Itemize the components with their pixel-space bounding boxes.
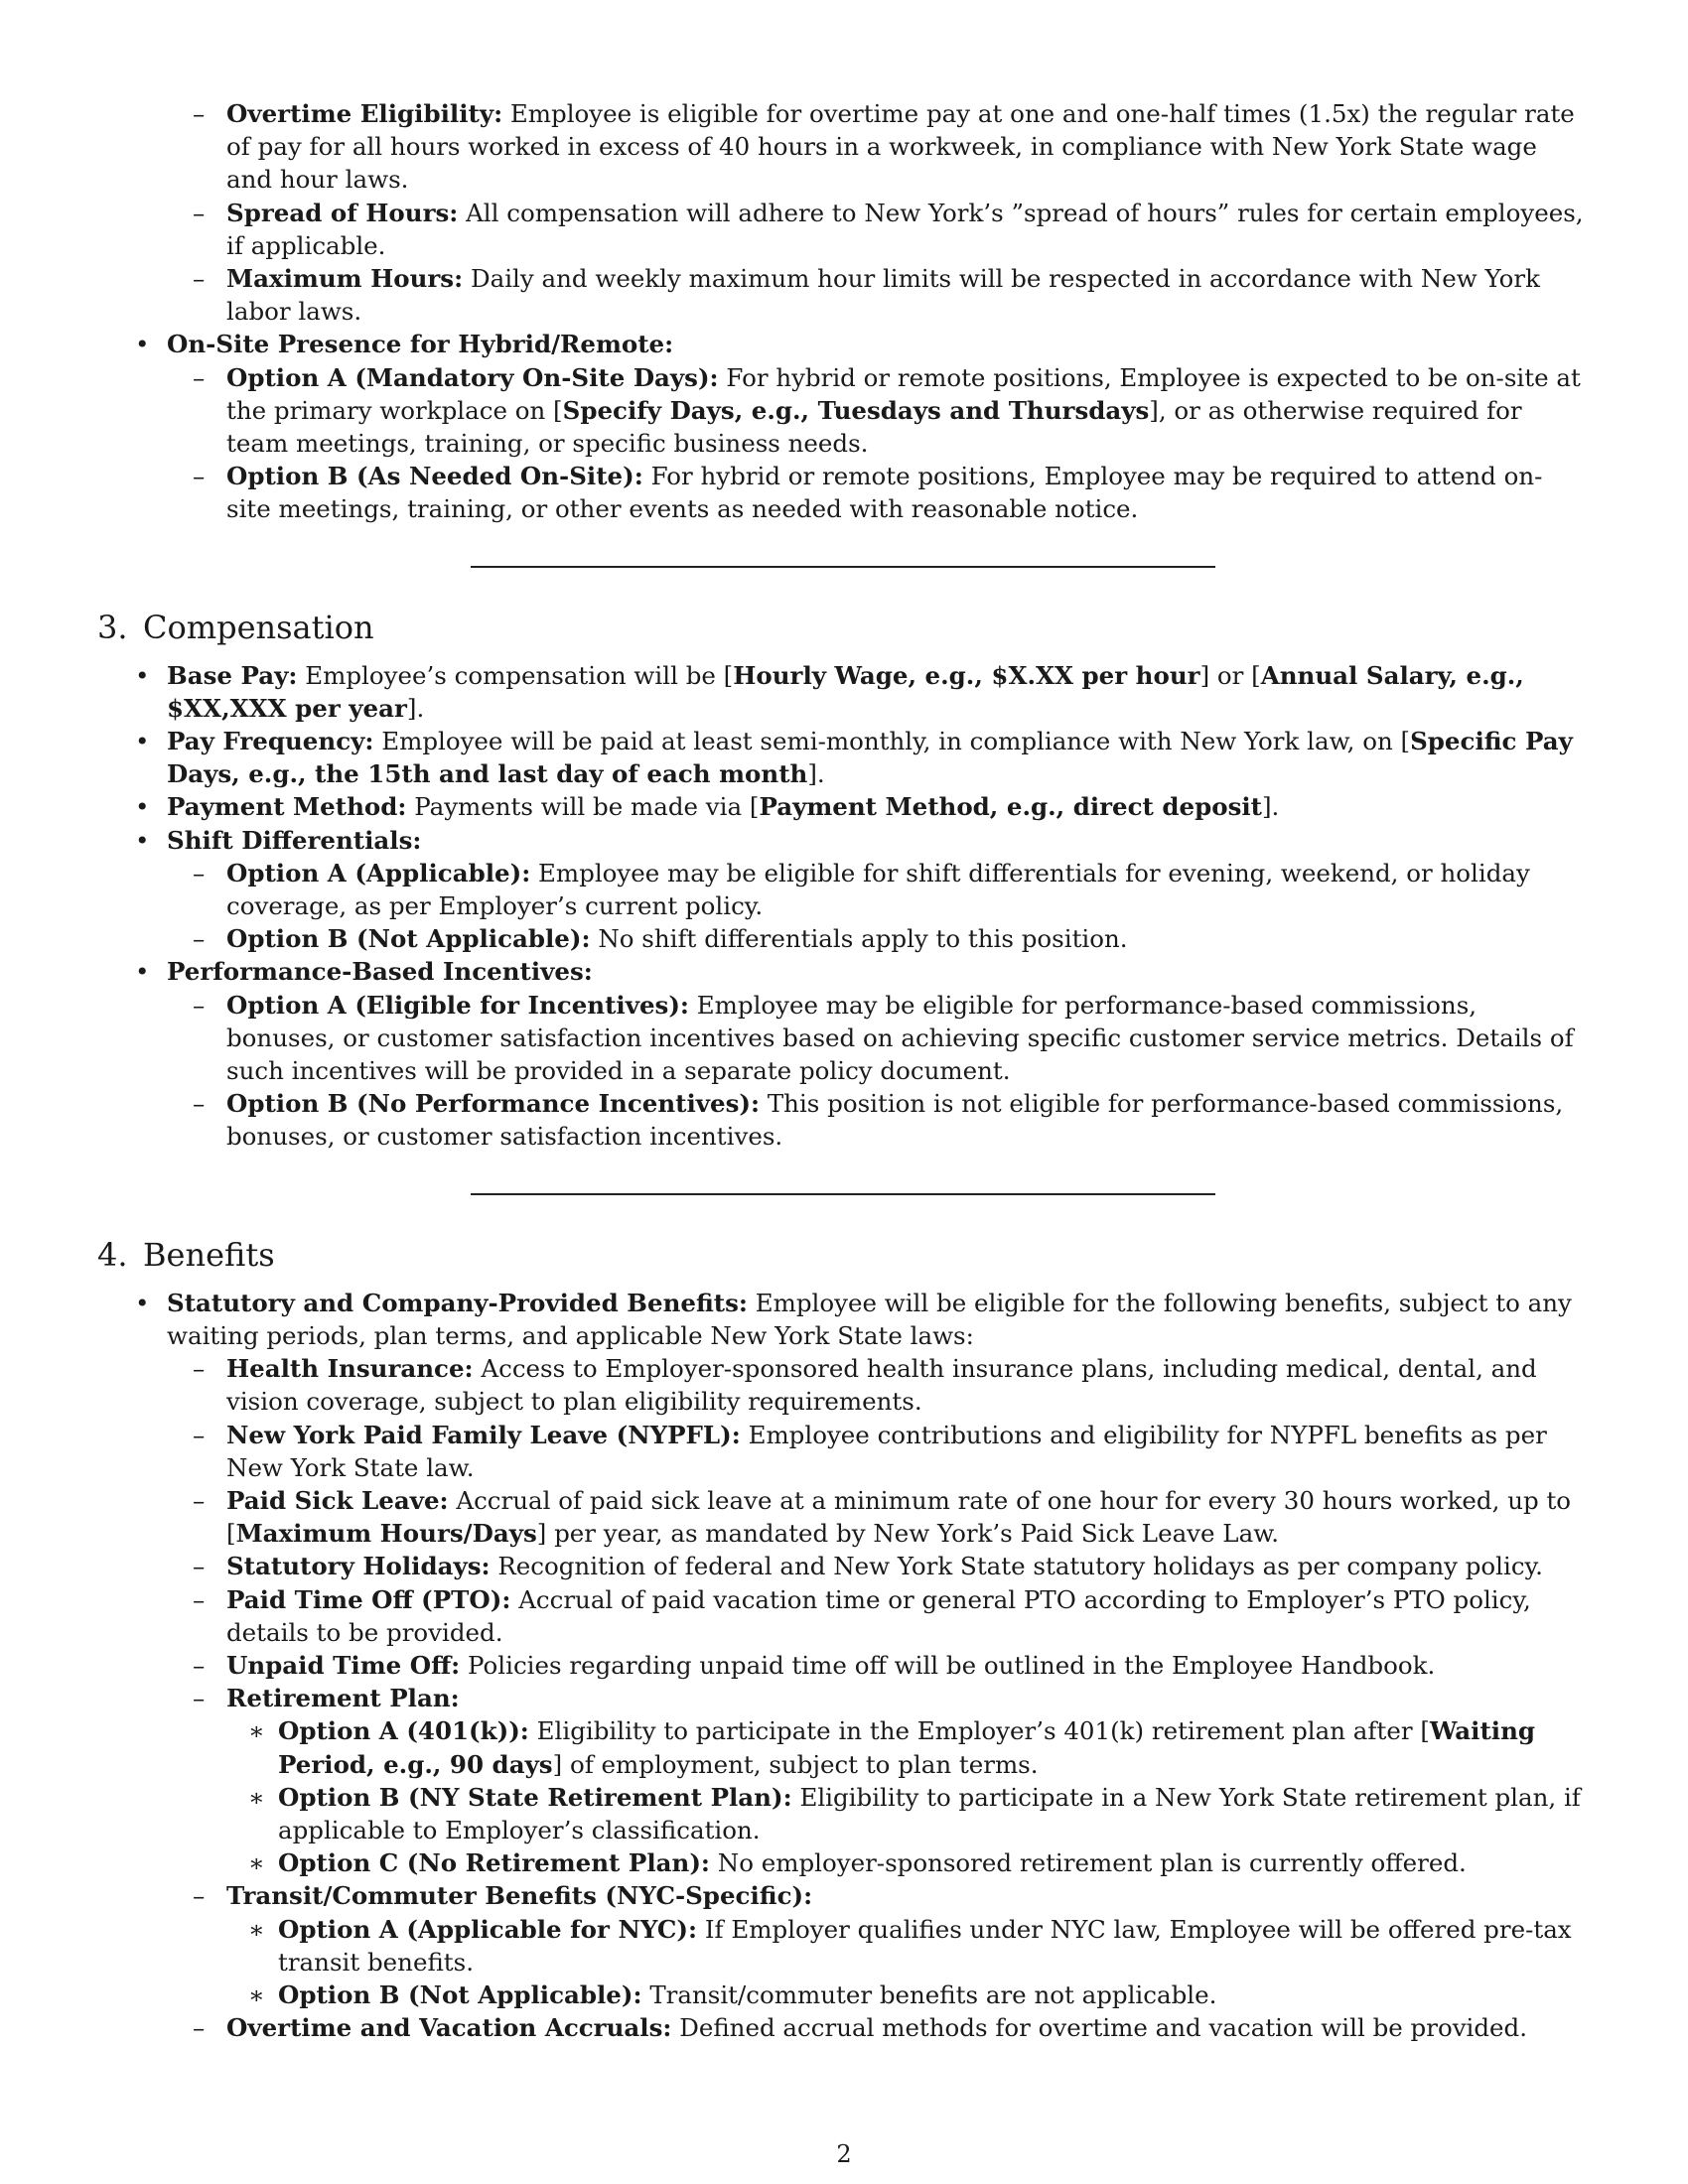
list-item: – New York Paid Family Leave (NYPFL): Employee contributions and eligibility for NYPFL benefits as per New York State law. <box>167 1419 1587 1484</box>
list-item: – Maximum Hours: Daily and weekly maximum hour limits will be respected in accordance with New York labor laws. <box>97 262 1587 328</box>
list-item: – Paid Sick Leave: Accrual of paid sick leave at a minimum rate of one hour for every 30 hours worked, up to [Maximum Hours/Days] per year, as mandated by New York’s Paid Sick Leave Law. <box>167 1484 1587 1550</box>
list-item: • Shift Differentials: – Option A (Applicable): Employee may be eligible for shift differentials for evening, weekend, or holiday coverage, as per Employer’s current policy. – Option B (Not Applicable): No shift differentials apply to this position. <box>97 824 1587 956</box>
list-item: – Health Insurance: Access to Employer-sponsored health insurance plans, including medical, dental, and vision coverage, subject to plan eligibility requirements. <box>167 1352 1587 1418</box>
wage-hour-list <box>97 97 1587 328</box>
list-item: – Option B (As Needed On-Site): For hybrid or remote positions, Employee may be required to attend on-site meetings, training, or other events as needed with reasonable notice. <box>167 460 1587 525</box>
list-item: – Option B (Not Applicable): No shift differentials apply to this position. <box>167 922 1587 955</box>
list-item: • Statutory and Company-Provided Benefits: Employee will be eligible for the following benefits, subject to any waiting periods, plan terms, and applicable New York State laws: – Health Insurance: Access to Employer-sponsored health insurance plans, including medical, dental, and vision coverage, subject to plan eligibility requirements. – New York Paid Family Leave (NYPFL): Employee contributions and eligibility for NYPFL benefits as per New York State law. – Paid Sick Leave: Accrual of paid sick leave at a minimum rate of one hour for every 30 hours worked, up to [Maximum Hours/Days] per year, as mandated by New York’s Paid Sick Leave Law. – Statutory Holidays: Recognition of federal and New York State statutory holidays as per company policy. – Paid Time Off (PTO): Accrual of paid vacation time or general PTO according to Employer’s PTO policy, details to be provided. – Unpaid Time Off: Policies regarding unpaid time off will be outlined in the Employee Handbook. – Retirement Plan: ∗ Option A (401(k)): Eligibility to participate in the Employer’s 401(k) retirement plan after [Waiting Period, e.g., 90 days] of employment, subject to plan terms. ∗ Option B (NY State Retirement Plan): Eligibility to participate in a New York State retirement plan, if applicable to Employer’s classification. ∗ Option C (No Retirement Plan): No employer-sponsored retirement plan is currently offered. – Transit/Commuter Benefits (NYC-Specific): ∗ Option A (Applicable for NYC): If Employer qualifies under NYC law, Employee will be offered pre-tax transit benefits. ∗ Option B (Not Applicable): Transit/commuter benefits are not applicable. – Overtime and Vacation Accruals: Defined accrual methods for overtime and vacation will be provided. <box>97 1287 1587 2045</box>
list-item: • Pay Frequency: Employee will be paid at least semi-monthly, in compliance with New York law, on [Specific Pay Days, e.g., the 15th and last day of each month]. <box>97 725 1587 790</box>
list-item: – Spread of Hours: All compensation will adhere to New York’s ”spread of hours” rules for certain employees, if applicable. <box>97 197 1587 262</box>
list-item: – Retirement Plan: ∗ Option A (401(k)): Eligibility to participate in the Employer’s 401(k) retirement plan after [Waiting Period, e.g., 90 days] of employment, subject to plan terms. ∗ Option B (NY State Retirement Plan): Eligibility to participate in a New York State retirement plan, if applicable to Employer’s classification. ∗ Option C (No Retirement Plan): No employer-sponsored retirement plan is currently offered. <box>167 1682 1587 1879</box>
list-item: – Option B (No Performance Incentives): This position is not eligible for performance-based commissions, bonuses, or customer satisfaction incentives. <box>167 1087 1587 1153</box>
page-number: 2 <box>836 2140 852 2168</box>
section-heading-benefits: 4. Benefits <box>97 1235 275 1274</box>
section-divider <box>471 566 1215 568</box>
benefits-list <box>97 1287 1587 2045</box>
list-item: – Paid Time Off (PTO): Accrual of paid vacation time or general PTO according to Employer’s PTO policy, details to be provided. <box>167 1583 1587 1649</box>
section-heading-compensation: 3. Compensation <box>97 608 374 646</box>
list-item: – Unpaid Time Off: Policies regarding unpaid time off will be outlined in the Employee Handbook. <box>167 1649 1587 1682</box>
list-item: • Performance-Based Incentives: – Option A (Eligible for Incentives): Employee may be eligible for performance-based commissions, bonuses, or customer satisfaction incentives based on achieving specific customer service metrics. Details of such incentives will be provided in a separate policy document. – Option B (No Performance Incentives): This position is not eligible for performance-based commissions, bonuses, or customer satisfaction incentives. <box>97 955 1587 1153</box>
list-item: – Overtime and Vacation Accruals: Defined accrual methods for overtime and vacation will be provided. <box>167 2011 1587 2044</box>
list-item: – Option A (Applicable): Employee may be eligible for shift differentials for evening, weekend, or holiday coverage, as per Employer’s current policy. <box>167 857 1587 922</box>
list-item: – Transit/Commuter Benefits (NYC-Specific): ∗ Option A (Applicable for NYC): If Employer qualifies under NYC law, Employee will be offered pre-tax transit benefits. ∗ Option B (Not Applicable): Transit/commuter benefits are not applicable. <box>167 1879 1587 2011</box>
list-item: – Overtime Eligibility: Employee is eligible for overtime pay at one and one-half times (1.5x) the regular rate of pay for all hours worked in excess of 40 hours in a workweek, in compliance with New York State wage and hour laws. <box>97 97 1587 197</box>
onsite-list <box>97 328 1587 525</box>
list-item: • Base Pay: Employee’s compensation will be [Hourly Wage, e.g., $X.XX per hour] or [Annual Salary, e.g., $XX,XXX per year]. <box>97 659 1587 725</box>
section-divider <box>471 1193 1215 1195</box>
list-item: • Payment Method: Payments will be made via [Payment Method, e.g., direct deposit]. <box>97 790 1587 823</box>
list-item: ∗ Option B (NY State Retirement Plan): Eligibility to participate in a New York State retirement plan, if applicable to Employer’s classification. <box>226 1781 1587 1846</box>
list-item: ∗ Option A (Applicable for NYC): If Employer qualifies under NYC law, Employee will be offered pre-tax transit benefits. <box>226 1913 1587 1979</box>
list-item: – Option A (Mandatory On-Site Days): For hybrid or remote positions, Employee is expected to be on-site at the primary workplace on [Specify Days, e.g., Tuesdays and Thursdays], or as otherwise required for team meetings, training, or specific business needs. <box>167 361 1587 461</box>
list-item: ∗ Option A (401(k)): Eligibility to participate in the Employer’s 401(k) retirement plan after [Waiting Period, e.g., 90 days] of employment, subject to plan terms. <box>226 1714 1587 1780</box>
list-item: ∗ Option B (Not Applicable): Transit/commuter benefits are not applicable. <box>226 1979 1587 2011</box>
list-item: – Statutory Holidays: Recognition of federal and New York State statutory holidays as per company policy. <box>167 1550 1587 1582</box>
list-item: ∗ Option C (No Retirement Plan): No employer-sponsored retirement plan is currently offered. <box>226 1846 1587 1879</box>
compensation-list <box>97 659 1587 1154</box>
page-content <box>97 97 1587 2044</box>
list-item: – Option A (Eligible for Incentives): Employee may be eligible for performance-based commissions, bonuses, or customer satisfaction incentives based on achieving specific customer service metrics. Details of such incentives will be provided in a separate policy document. <box>167 989 1587 1088</box>
list-item: • On-Site Presence for Hybrid/Remote: – Option A (Mandatory On-Site Days): For hybrid or remote positions, Employee is expected to be on-site at the primary workplace on [Specify Days, e.g., Tuesdays and Thursdays], or as otherwise required for team meetings, training, or specific business needs. – Option B (As Needed On-Site): For hybrid or remote positions, Employee may be required to attend on-site meetings, training, or other events as needed with reasonable notice. <box>97 328 1587 525</box>
